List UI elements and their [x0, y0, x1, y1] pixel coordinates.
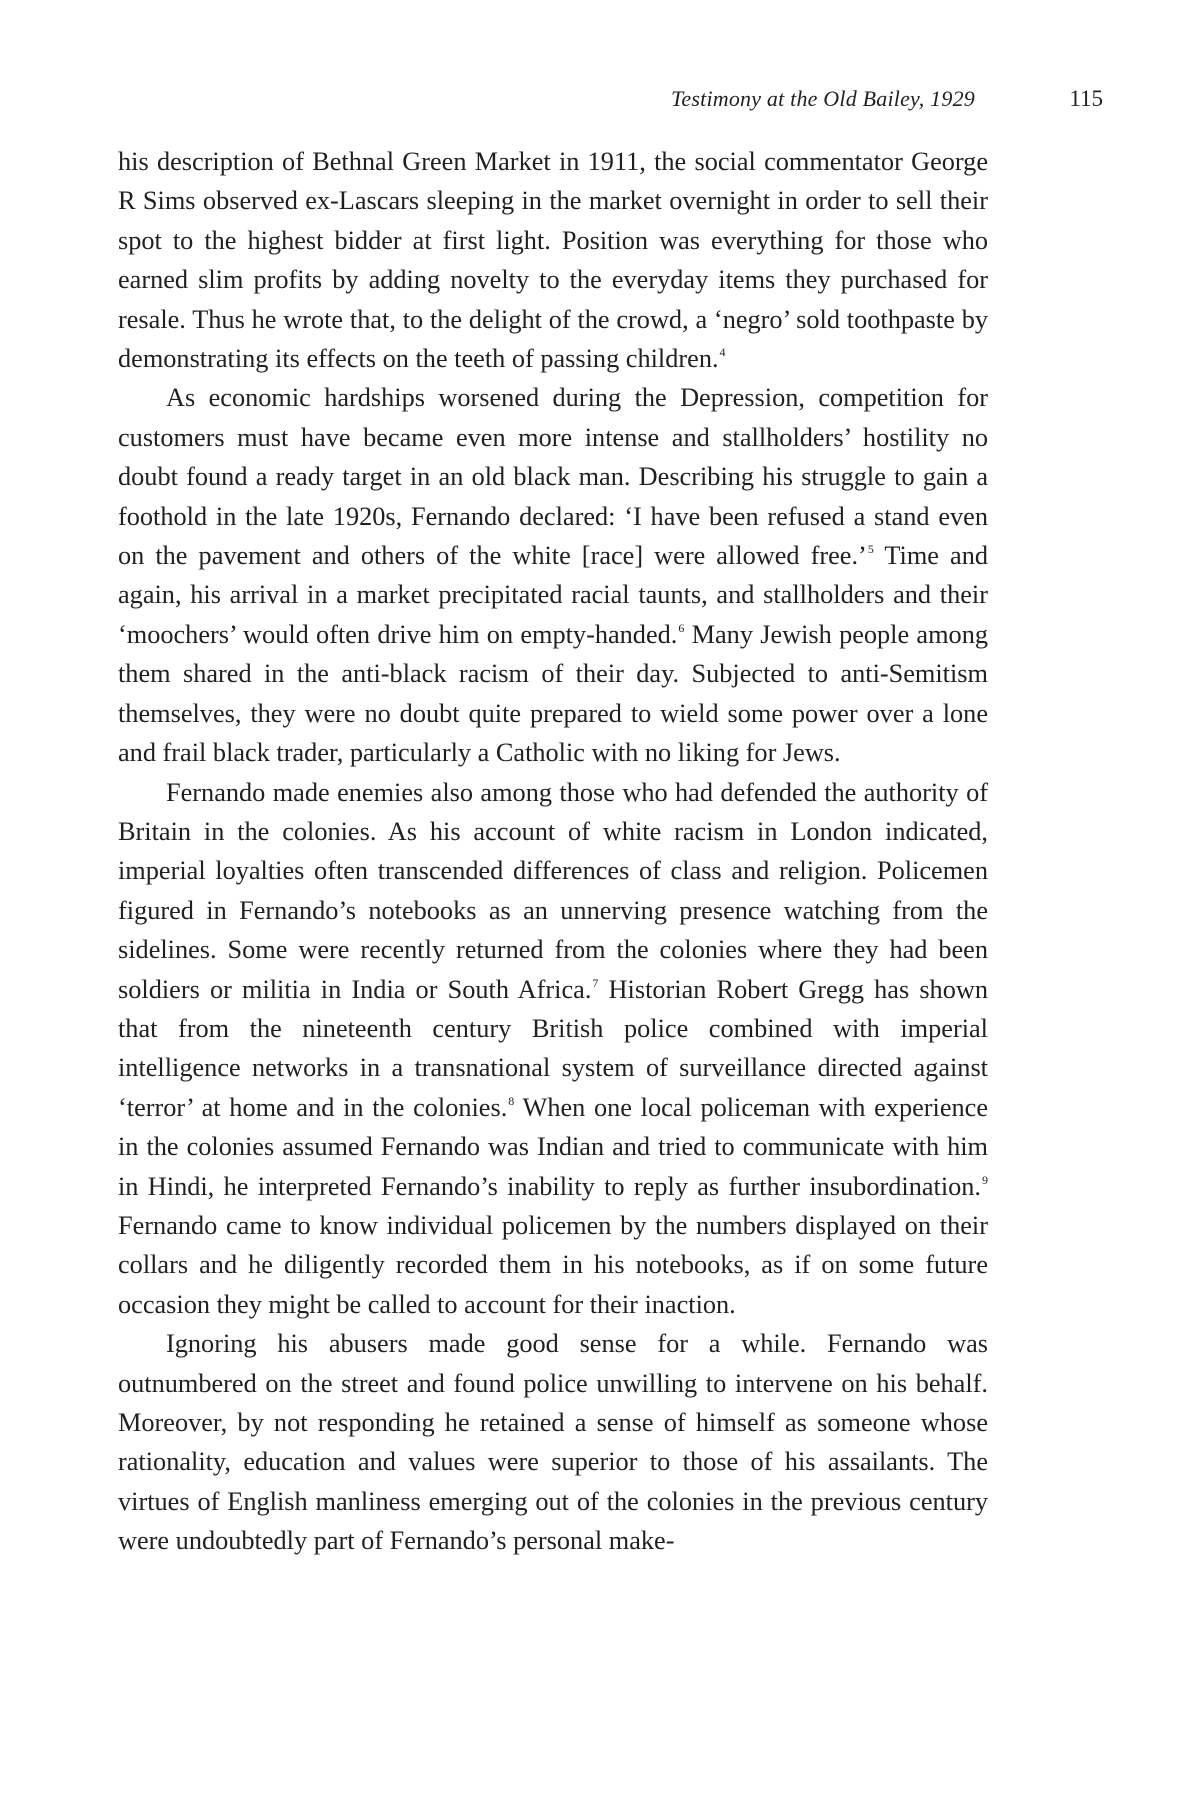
page-number: 115: [1069, 86, 1103, 111]
running-head: [118, 86, 1105, 120]
text-segment: As economic hardships worsened during the Depression, competition for customers must have became even more intense and stallholders’ hostility no doubt found a ready target in an old black man. Describing his struggle to gain a foothold in the late 1920s, Fernando declared: ‘I have been refused a stand even on the pavement and others of the white [race] were allowed free.’: [118, 383, 988, 571]
text-segment: Historian Robert Gregg has shown that from the nineteenth century British police combined with imperial intelligence networks in a transnational system of surveillance directed against ‘terror’ at home and in the colonies.: [118, 974, 988, 1122]
footnote-marker: 6: [678, 620, 685, 635]
text-segment: his description of Bethnal Green Market in 1911, the social commentator George R Sims observed ex-Lascars sleeping in the market overnight in order to sell their spot to the highest bidder at first light. Position was everything for those who earned slim profits by adding novelty to the everyday items they purchased for resale. Thus he wrote that, to the delight of the crowd, a ‘negro’ sold toothpaste by demonstrating its effects on the teeth of passing children.: [118, 147, 988, 374]
text-segment: Many Jewish people among them shared in the anti-black racism of their day. Subjected to anti-Semitism themselves, they were no doubt quite prepared to wield some power over a lone and frail black trader, particularly a Catholic with no liking for Jews.: [118, 619, 988, 768]
footnote-marker: 9: [982, 1172, 988, 1187]
text-segment: Ignoring his abusers made good sense for a while. Fernando was outnumbered on the street and found police unwilling to intervene on his behalf. Moreover, by not responding he retained a sense of himself as someone whose rationality, education and values were superior to those of his assailants. The virtues of English manliness emerging out of the colonies in the previous century were undoubtedly part of Fernando’s personal make-: [118, 1329, 988, 1556]
footnote-marker: 4: [719, 345, 726, 360]
paragraph-1: [118, 142, 988, 378]
footnote-marker: 7: [592, 975, 599, 990]
paragraph-2: [118, 378, 988, 772]
text-segment: When one local policeman with experience in the colonies assumed Fernando was Indian and tried to communicate with him in Hindi, he interpreted Fernando’s inability to reply as further insubordination.: [118, 1092, 988, 1201]
text-segment: Fernando made enemies also among those who had defended the authority of Britain in the colonies. As his account of white racism in London indicated, imperial loyalties often transcended differences of class and religion. Policemen figured in Fernando’s notebooks as an unnerving presence watching from the sidelines. Some were recently returned from the colonies where they had been soldiers or militia in India or South Africa.: [118, 777, 988, 1004]
body-text: [118, 142, 988, 1561]
text-segment: Time and again, his arrival in a market precipitated racial taunts, and stallholders and their ‘moochers’ would often drive him on empty-handed.: [118, 541, 988, 649]
footnote-marker: 5: [867, 542, 874, 557]
text-segment: Fernando came to know individual policemen by the numbers displayed on their collars and he diligently recorded them in his notebooks, as if on some future occasion they might be called to account for their inaction.: [118, 1210, 988, 1319]
paragraph-3: [118, 773, 988, 1325]
footnote-marker: 8: [508, 1093, 515, 1108]
paragraph-4: [118, 1324, 988, 1560]
running-title: Testimony at the Old Bailey, 1929: [671, 86, 975, 111]
